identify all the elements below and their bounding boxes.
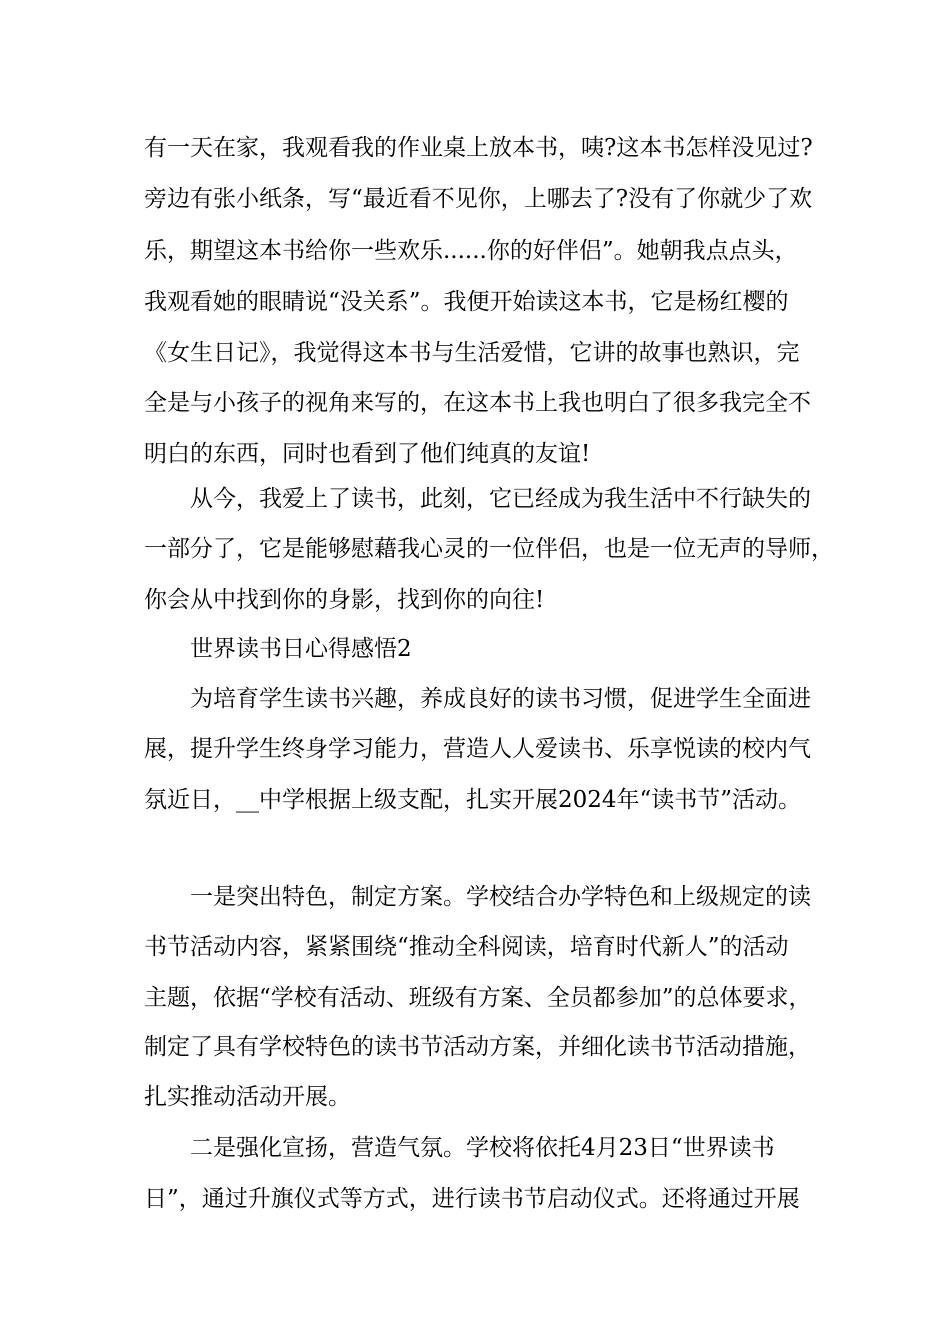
paragraph-5-line-1: 二是强化宣扬，营造气氛。学校将依托4月23日“世界读书: [190, 1135, 775, 1161]
paragraph-1-line-1: 有一天在家，我观看我的作业桌上放本书，咦?这本书怎样没见过?: [144, 135, 813, 161]
paragraph-3-line-1: 为培育学生读书兴趣，养成良好的读书习惯，促进学生全面进: [190, 686, 811, 712]
paragraph-3-line-3: 氛近日，__中学根据上级支配，扎实开展2024年“读书节”活动。: [144, 787, 802, 813]
paragraph-1-line-3: 乐，期望这本书给你一些欢乐......你的好伴侣”。她朝我点点头，: [144, 238, 798, 264]
paragraph-1-line-6: 全是与小孩子的视角来写的，在这本书上我也明白了很多我完全不: [144, 390, 811, 416]
paragraph-2-line-3: 你会从中找到你的身影，找到你的向往!: [144, 587, 545, 613]
paragraph-3-line-2: 展，提升学生终身学习能力，营造人人爱读书、乐享悦读的校内气: [144, 736, 811, 762]
section-heading: 世界读书日心得感悟2: [190, 636, 412, 662]
paragraph-1-line-7: 明白的东西，同时也看到了他们纯真的友谊!: [144, 441, 591, 467]
paragraph-2-line-1: 从今，我爱上了读书，此刻，它已经成为我生活中不行缺失的: [190, 486, 811, 512]
paragraph-4-line-4: 制定了具有学校特色的读书节活动方案，并细化读书节活动措施，: [144, 1034, 811, 1060]
paragraph-4-line-2: 书节活动内容，紧紧围绕“推动全科阅读，培育时代新人”的活动: [144, 934, 789, 960]
paragraph-4-line-3: 主题，依据“学校有活动、班级有方案、全员都参加”的总体要求，: [144, 985, 812, 1011]
paragraph-5-line-2: 日”，通过升旗仪式等方式，进行读书节启动仪式。还将通过开展: [144, 1186, 800, 1212]
paragraph-2-line-2: 一部分了，它是能够慰藉我心灵的一位伴侣，也是一位无声的导师，: [144, 536, 834, 562]
paragraph-1-line-2: 旁边有张小纸条，写“最近看不见你，上哪去了?没有了你就少了欢: [144, 186, 813, 212]
paragraph-1-line-4: 我观看她的眼睛说“没关系”。我便开始读这本书，它是杨红樱的: [144, 289, 789, 315]
paragraph-4-line-5: 扎实推动活动开展。: [144, 1084, 351, 1110]
paragraph-4-line-1: 一是突出特色，制定方案。学校结合办学特色和上级规定的读: [190, 884, 811, 910]
paragraph-1-line-5: 《女生日记》，我觉得这本书与生活爱惜，它讲的故事也熟识，完: [144, 340, 800, 366]
